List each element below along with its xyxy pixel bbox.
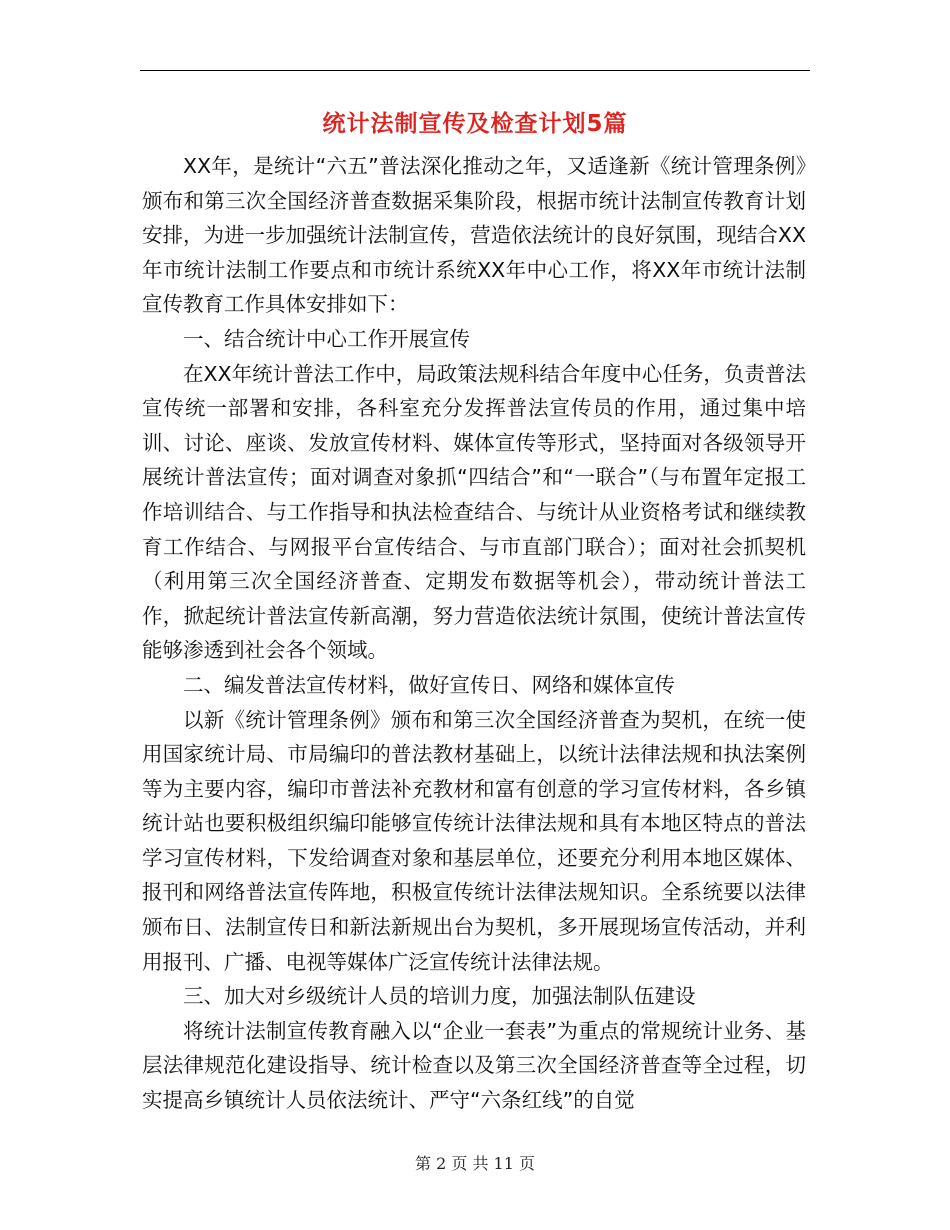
page-footer: 第 2 页 共 11 页 [415,1154,535,1173]
header-rule [140,70,810,71]
body-paragraph: XX年，是统计“六五”普法深化推动之年，又适逢新《统计管理条例》颁布和第三次全国经济普查数据采集阶段，根据市统计法制宣传教育计划安排，为进一步加强统计法制宣传，营造依法统计的良好氛围，现结合XX年市统计法制工作要点和市统计系统XX年中心工作，将XX年市统计法制宣传教育工作具体安排如下： [142,154,806,317]
section-heading: 三、加大对乡级统计人员的培训力度，加强法制队伍建设 [183,984,696,1009]
body-paragraph: 将统计法制宣传教育融入以“企业一套表”为重点的常规统计业务、基层法律规范化建设指导、统计检查以及第三次全国经济普查等全过程，切实提高乡镇统计人员依法统计、严守“六条红线”的自觉 [142,1018,806,1113]
section-heading: 二、编发普法宣传材料，做好宣传日、网络和媒体宣传 [183,672,675,697]
body-paragraph: 在XX年统计普法工作中，局政策法规科结合年度中心任务，负责普法宣传统一部署和安排，各科室充分发挥普法宣传员的作用，通过集中培训、讨论、座谈、发放宣传材料、媒体宣传等形式，坚持面对各级领导开展统计普法宣传；面对调查对象抓“四结合”和“一联合”（与布置年定报工作培训结合、与工作指导和执法检查结合、与统计从业资格考试和继续教育工作结合、与网报平台宣传结合、与市直部门联合）；面对社会抓契机（利用第三次全国经济普查、定期发布数据等机会），带动统计普法工作，掀起统计普法宣传新高潮，努力营造依法统计氛围，使统计普法宣传能够渗透到社会各个领域。 [142,361,806,663]
document-title: 统计法制宣传及检查计划5篇 [322,111,628,137]
section-heading: 一、结合统计中心工作开展宣传 [183,326,470,351]
document-body [142,149,806,1118]
body-paragraph: 以新《统计管理条例》颁布和第三次全国经济普查为契机，在统一使用国家统计局、市局编印的普法教材基础上，以统计法律法规和执法案例等为主要内容，编印市普法补充教材和富有创意的学习宣传材料，各乡镇统计站也要积极组织编印能够宣传统计法律法规和具有本地区特点的普法学习宣传材料，下发给调查对象和基层单位，还要充分利用本地区媒体、报刊和网络普法宣传阵地，积极宣传统计法律法规知识。全系统要以法律颁布日、法制宣传日和新法新规出台为契机，多开展现场宣传活动，并利用报刊、广播、电视等媒体广泛宣传统计法律法规。 [142,707,806,974]
